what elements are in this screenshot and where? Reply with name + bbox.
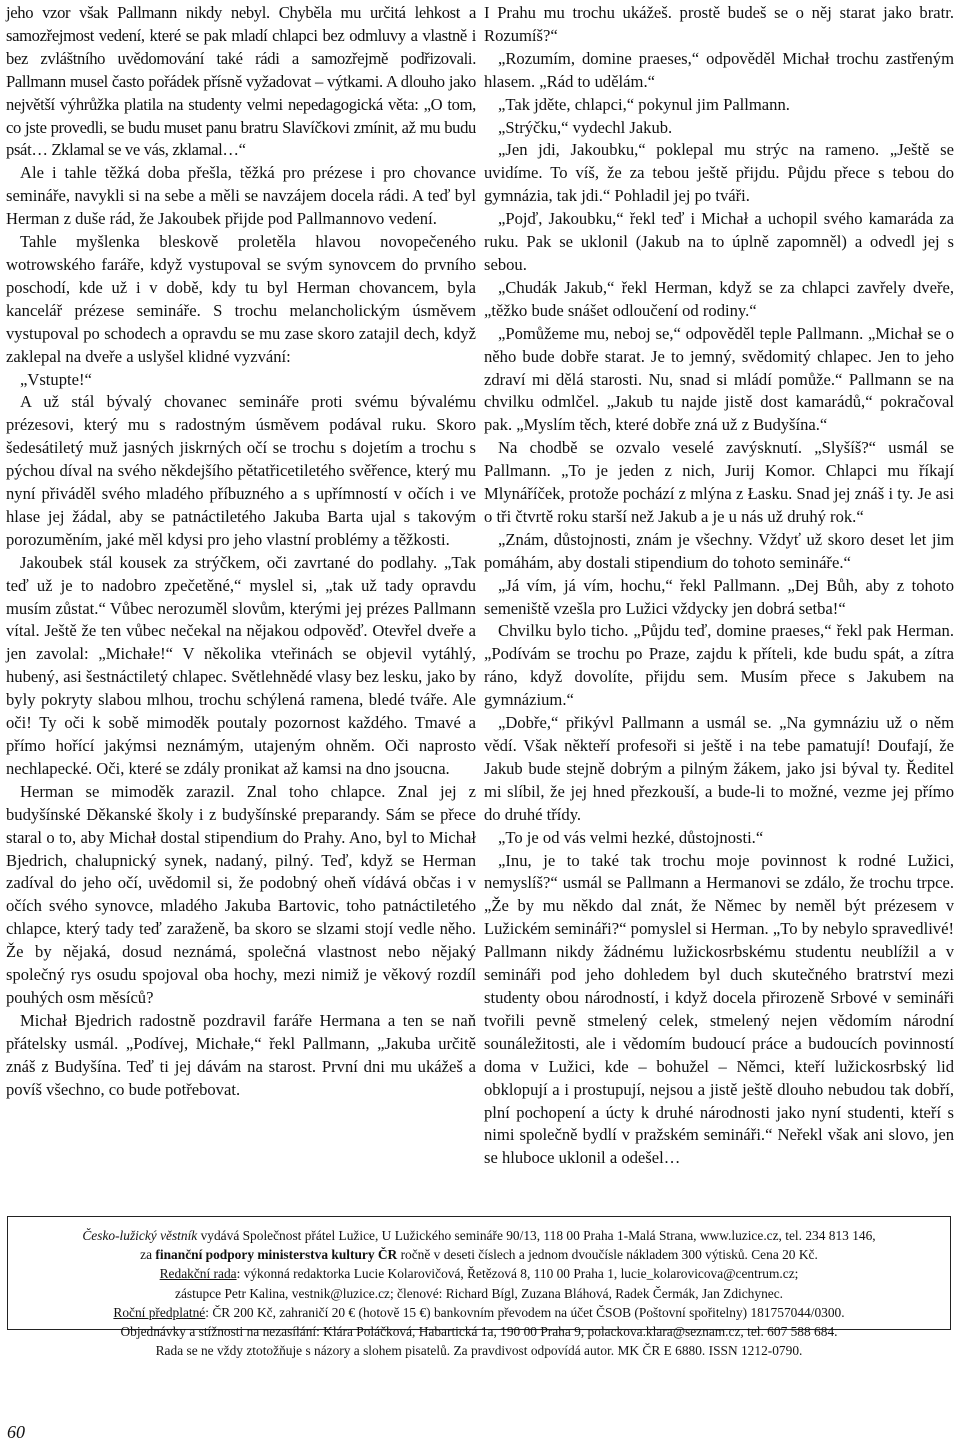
- imprint-line: zástupce Petr Kalina, vestnik@luzice.cz; členové: Richard Bígl, Zuzana Bláhová, Radek Čermák, Jan Zdichynec.: [175, 1285, 783, 1301]
- paragraph: Michał Bjedrich radostně pozdravil faráře Hermana a ten se naň přátelsky usmál. „Podívej, Michałe,“ řekl Pallmann, „Jakuba určitě znáš z Budyšína. Teď ti jej dávám na starost. První dni mu ukážeš a povíš všechno, co bude potřebovat.: [6, 1010, 476, 1099]
- paragraph: „Dobře,“ přikývl Pallmann a usmál se. „Na gymnáziu už o něm vědí. Však někteří profesoři si ještě i na tebe pamatují! Doufají, že Jakub bude stejně dobrým a pilným žákem, jako jsi býval ty. Ředitel mi slíbil, že jej hned přezkouší, a bude-li to možné, vezme jej přímo do druhé třídy.: [484, 713, 954, 824]
- paragraph: I Prahu mu trochu ukážeš. prostě budeš se o něj starat jako bratr. Rozumíš?“: [484, 3, 954, 45]
- paragraph: „Tak jděte, chlapci,“ pokynul jim Pallmann.: [498, 94, 790, 114]
- editorial-board-label: Redakční rada: [159, 1266, 237, 1282]
- imprint-line: Redakční rada: výkonná redaktorka Lucie Kolarovičová, Řetězová 8, 110 00 Praha 1, lucie_kolarovicova@centrum.cz;: [159, 1266, 799, 1282]
- paragraph: „Znám, důstojnosti, znám je všechny. Vždyť už skoro deset let jim pomáhám, aby dostali stipendium do tohoto semináře.“: [484, 529, 954, 572]
- subscription-label: Roční předplatné: [113, 1304, 206, 1320]
- paragraph: Ale i tahle těžká doba přešla, těžká pro prézese i pro chovance semináře, navykli si na sebe a měli se navzájem docela rádi. A teď byl Herman z duše rád, že Jakoubek přijde pod Pallmannovo vedení.: [6, 163, 476, 229]
- left-text-column: [6, 2, 476, 1102]
- paragraph: „To je od vás velmi hezké, důstojnosti.“: [498, 827, 764, 847]
- paragraph: „Pomůžeme mu, neboj se,“ odpověděl teple Pallmann. „Michał se o něho bude dobře starat. Je to jemný, svědomitý chlapec. Jen to jeho zdraví mi dělá starosti. Nu, snad si mládí pomůže.“ Pallmann se na chvilku odmlčel. „Jakub tu najde jistě dost kamarádů,“ pokračoval pak. „Myslím těch, které dobře zná už z Budyšína.“: [484, 323, 954, 435]
- paragraph: „Rozumím, domine praeses,“ odpověděl Michał trochu zastřeným hlasem. „Rád to udělám.“: [484, 48, 954, 91]
- paragraph: Tahle myšlenka bleskově proletěla hlavou novopečeného wotrowského faráře, když vystupoval se svým synovcem do prvního poschodí, kde už i v době, kdy tu byl Herman chovancem, byla kancelář prézese semináře. S trochu melancholickým úsměvem vystupoval po schodech a opravdu se mu zase skoro zatajil dech, když zaklepal na dveře a uslyšel klidné vyzvání:: [6, 232, 476, 366]
- paragraph: Chvilku bylo ticho. „Půjdu teď, domine praeses,“ řekl pak Herman. „Podívám se trochu po Praze, zajdu k příteli, kde budu spát, a zítra ráno, když dovolíte, přijdu sem. Musím přece s Jakubem na gymnázium.“: [484, 621, 954, 710]
- paragraph: Herman se mimoděk zarazil. Znal toho chlapce. Znal jej z budyšínské Děkanské školy i z budyšínské preparandy. Sám se přece staral o to, aby Michał dostal stipendium do Prahy. Ano, byl to Michał Bjedrich, chalupnický synek, nadaný, pilný. Teď, když se Herman zadíval do jeho očí, uvědomil si, že podobný oheň vídává občas i v očích svého synovce, mladého Jakuba Bartovic, toho patnáctiletého chlapce, který tady teď zaraženě, ba skoro se slzami stojí vedle něho. Že by nějaká, dosud neznámá, společná vlastnost nebo nějaký společný rys osudu spojoval oba hochy, mezi nimiž je věkový rozdíl pouhých osm měsíců?: [6, 781, 476, 1007]
- paragraph: „Pojď, Jakoubku,“ řekl teď i Michał a uchopil svého kamaráda za ruku. Pak se uklonil (Jakub na to úplně zapomněl) a odvedl jej s sebou.: [484, 209, 954, 274]
- paragraph: Jakoubek stál kousek za strýčkem, oči zavrtané do podlahy. „Tak teď už je to nadobro zpečetěné,“ myslel si, „tak už tady opravdu musím zůstat.“ Vůbec nerozuměl slovům, kterými jej prézes Pallmann vítal. Ještě že ten vůbec nečekal na nějakou odpověď. Otevřel dveře a jen zavolal: „Michałe!“ V několika vteřinách se objevil vytáhlý, hubený, asi šestnáctiletý chlapec. Světlehnědé vlasy bez lesku, jako by byly pokryty slabou mlhou, trochu schýlená ramena, bledé tváře. Ale oči! Ty oči k sobě mimoděk poutaly pozornost každého. Tmavé a přímo hořící jakýmsi neznámým, utajeným ohněm. Oči naprosto nechlapecké. Oči, které se zdály pronikat až kamsi na dno jsoucna.: [6, 552, 476, 778]
- paragraph: Na chodbě se ozvalo veselé zavýsknutí. „Slyšíš?“ usmál se Pallmann. „To je jeden z nich, Jurij Komor. Chlapci mu říkají Mlynáříček, protože pochází z mlýna z Łasku. Snad jej znáš i ty. Je asi o tři čtvrtě roku starší než Jakub a je u nás už druhý rok.“: [484, 438, 954, 526]
- paragraph: „Inu, je to také tak trochu moje povinnost k rodné Lužici, nemyslíš?“ usmál se Pallmann a Hermanovi se zdálo, že trochu trpce. „Že by mu někdo dal znát, že Němec by neměl být prézesem v Lužickém semináři?“ pomyslel si Herman. „To by nebylo spravedlivé! Pallmann nikdy žádnému lužickosrbskému studentu neublížil a v semináři pod jeho dohledem byl duch skutečného bratrství mezi studenty obou národností, i když docela přirozeně Srbové v semináři tvořili pevně stmelený celek, stmelený nejen vědomím národní sounáležitosti, ale i vědomím budoucí práce a budoucích povinností doma v Lužici, kde – bohužel – Němci, kteří lužickosrbský lid obklopují a i prostupují, nejsou a jistě ještě dlouho nebudou tak dobří, plní pochopení a úcty k druhé národnosti jako nyní studenti, kteří s nimi společně bydlí v pražském semináři.“ Neřekl však ani slovo, jen se hluboce uklonil a odešel…: [484, 850, 954, 1168]
- paragraph: A už stál bývalý chovanec semináře proti svému bývalému prézesovi, který mu s radostným úsměvem podával ruku. Skoro šedesátiletý muž jasných jiskrných očí se trochu s dojetím a trochu s pýchou díval na svého někdejšího pětatřicetiletého svěřence, který mu nyní přiváděl svého mladého příbuzného a s upřímností v očích i ve hlase jej žádal, aby se patnáctiletého Jakuba Barta ujal s takovým porozuměním, jaké měl kdysi pro jeho vlastní problémy a těžkosti.: [6, 392, 476, 549]
- imprint-line: Rada se ne vždy ztotožňuje s názory a slohem pisatelů. Za pravdivost odpovídá autor. MK ČR E 6880. ISSN 1212-0790.: [155, 1343, 803, 1359]
- imprint-line: Česko-lužický věstník vydává Společnost přátel Lužice, U Lužického semináře 90/13, 118 00 Praha 1-Malá Strana, www.luzice.cz, tel. 234 813 146,: [82, 1228, 876, 1243]
- imprint-line: za finanční podpory ministerstva kultury ČR ročně v deseti číslech a jednom dvoučísle nákladem 300 výtisků. Cena 20 Kč.: [140, 1247, 818, 1263]
- paragraph: „Já vím, já vím, hochu,“ řekl Pallmann. „Dej Bůh, aby z tohoto semeniště vzešla pro Lužici vždycky jen dobrá setba!“: [484, 575, 954, 618]
- paragraph: jeho vzor však Pallmann nikdy nebyl. Chyběla mu určitá lehkost a samozřejmost vedení, které se pak mladí chlapci bez odmluvy a vlastně i bez zvláštního uvědomování také rádi a samozřejmě podřizovali. Pallmann musel často pořádek přísně vyžadovat – výtkami. A dlouho jako největší výhrůžka platila na studenty velmi nepedagogická věta: „O tom, co jste provedli, se budu muset panu bratru Slavíčkovi zmínit, až mu budu psát… Zklamal se ve vás, zklamal…“: [6, 3, 476, 160]
- publication-title: Česko-lužický věstník: [82, 1228, 198, 1243]
- paragraph: „Strýčku,“ vydechl Jakub.: [498, 117, 673, 137]
- paragraph: „Jen jdi, Jakoubku,“ poklepal mu strýc na rameno. „Ještě se uvidíme. To víš, že za tebou ještě přijdu. Půjdu přece s tebou do gymnázia, tak jdi.“ Pohladil jej po tváři.: [484, 140, 954, 206]
- funding-note: finanční podpory ministerstva kultury ČR: [155, 1247, 398, 1263]
- paragraph: „Vstupte!“: [20, 369, 92, 389]
- right-text-column: [484, 2, 954, 1170]
- imprint-box: [7, 1216, 951, 1359]
- imprint-line: Objednávky a stížnosti na nezasílání: Klára Poláčková, Habartická 1a, 190 00 Praha 9, polackova.klara@seznam.cz, tel. 607 588 684.: [120, 1324, 838, 1340]
- imprint-line: Roční předplatné: ČR 200 Kč, zahraničí 20 € (hotově 15 €) bankovním převodem na účet ČSOB (Poštovní spořitelny) 181757044/0300.: [113, 1304, 845, 1320]
- page-number: 60: [7, 1422, 25, 1442]
- paragraph: „Chudák Jakub,“ řekl Herman, když se za chlapci zavřely dveře, „těžko bude snášet odloučení od rodiny.“: [484, 277, 954, 320]
